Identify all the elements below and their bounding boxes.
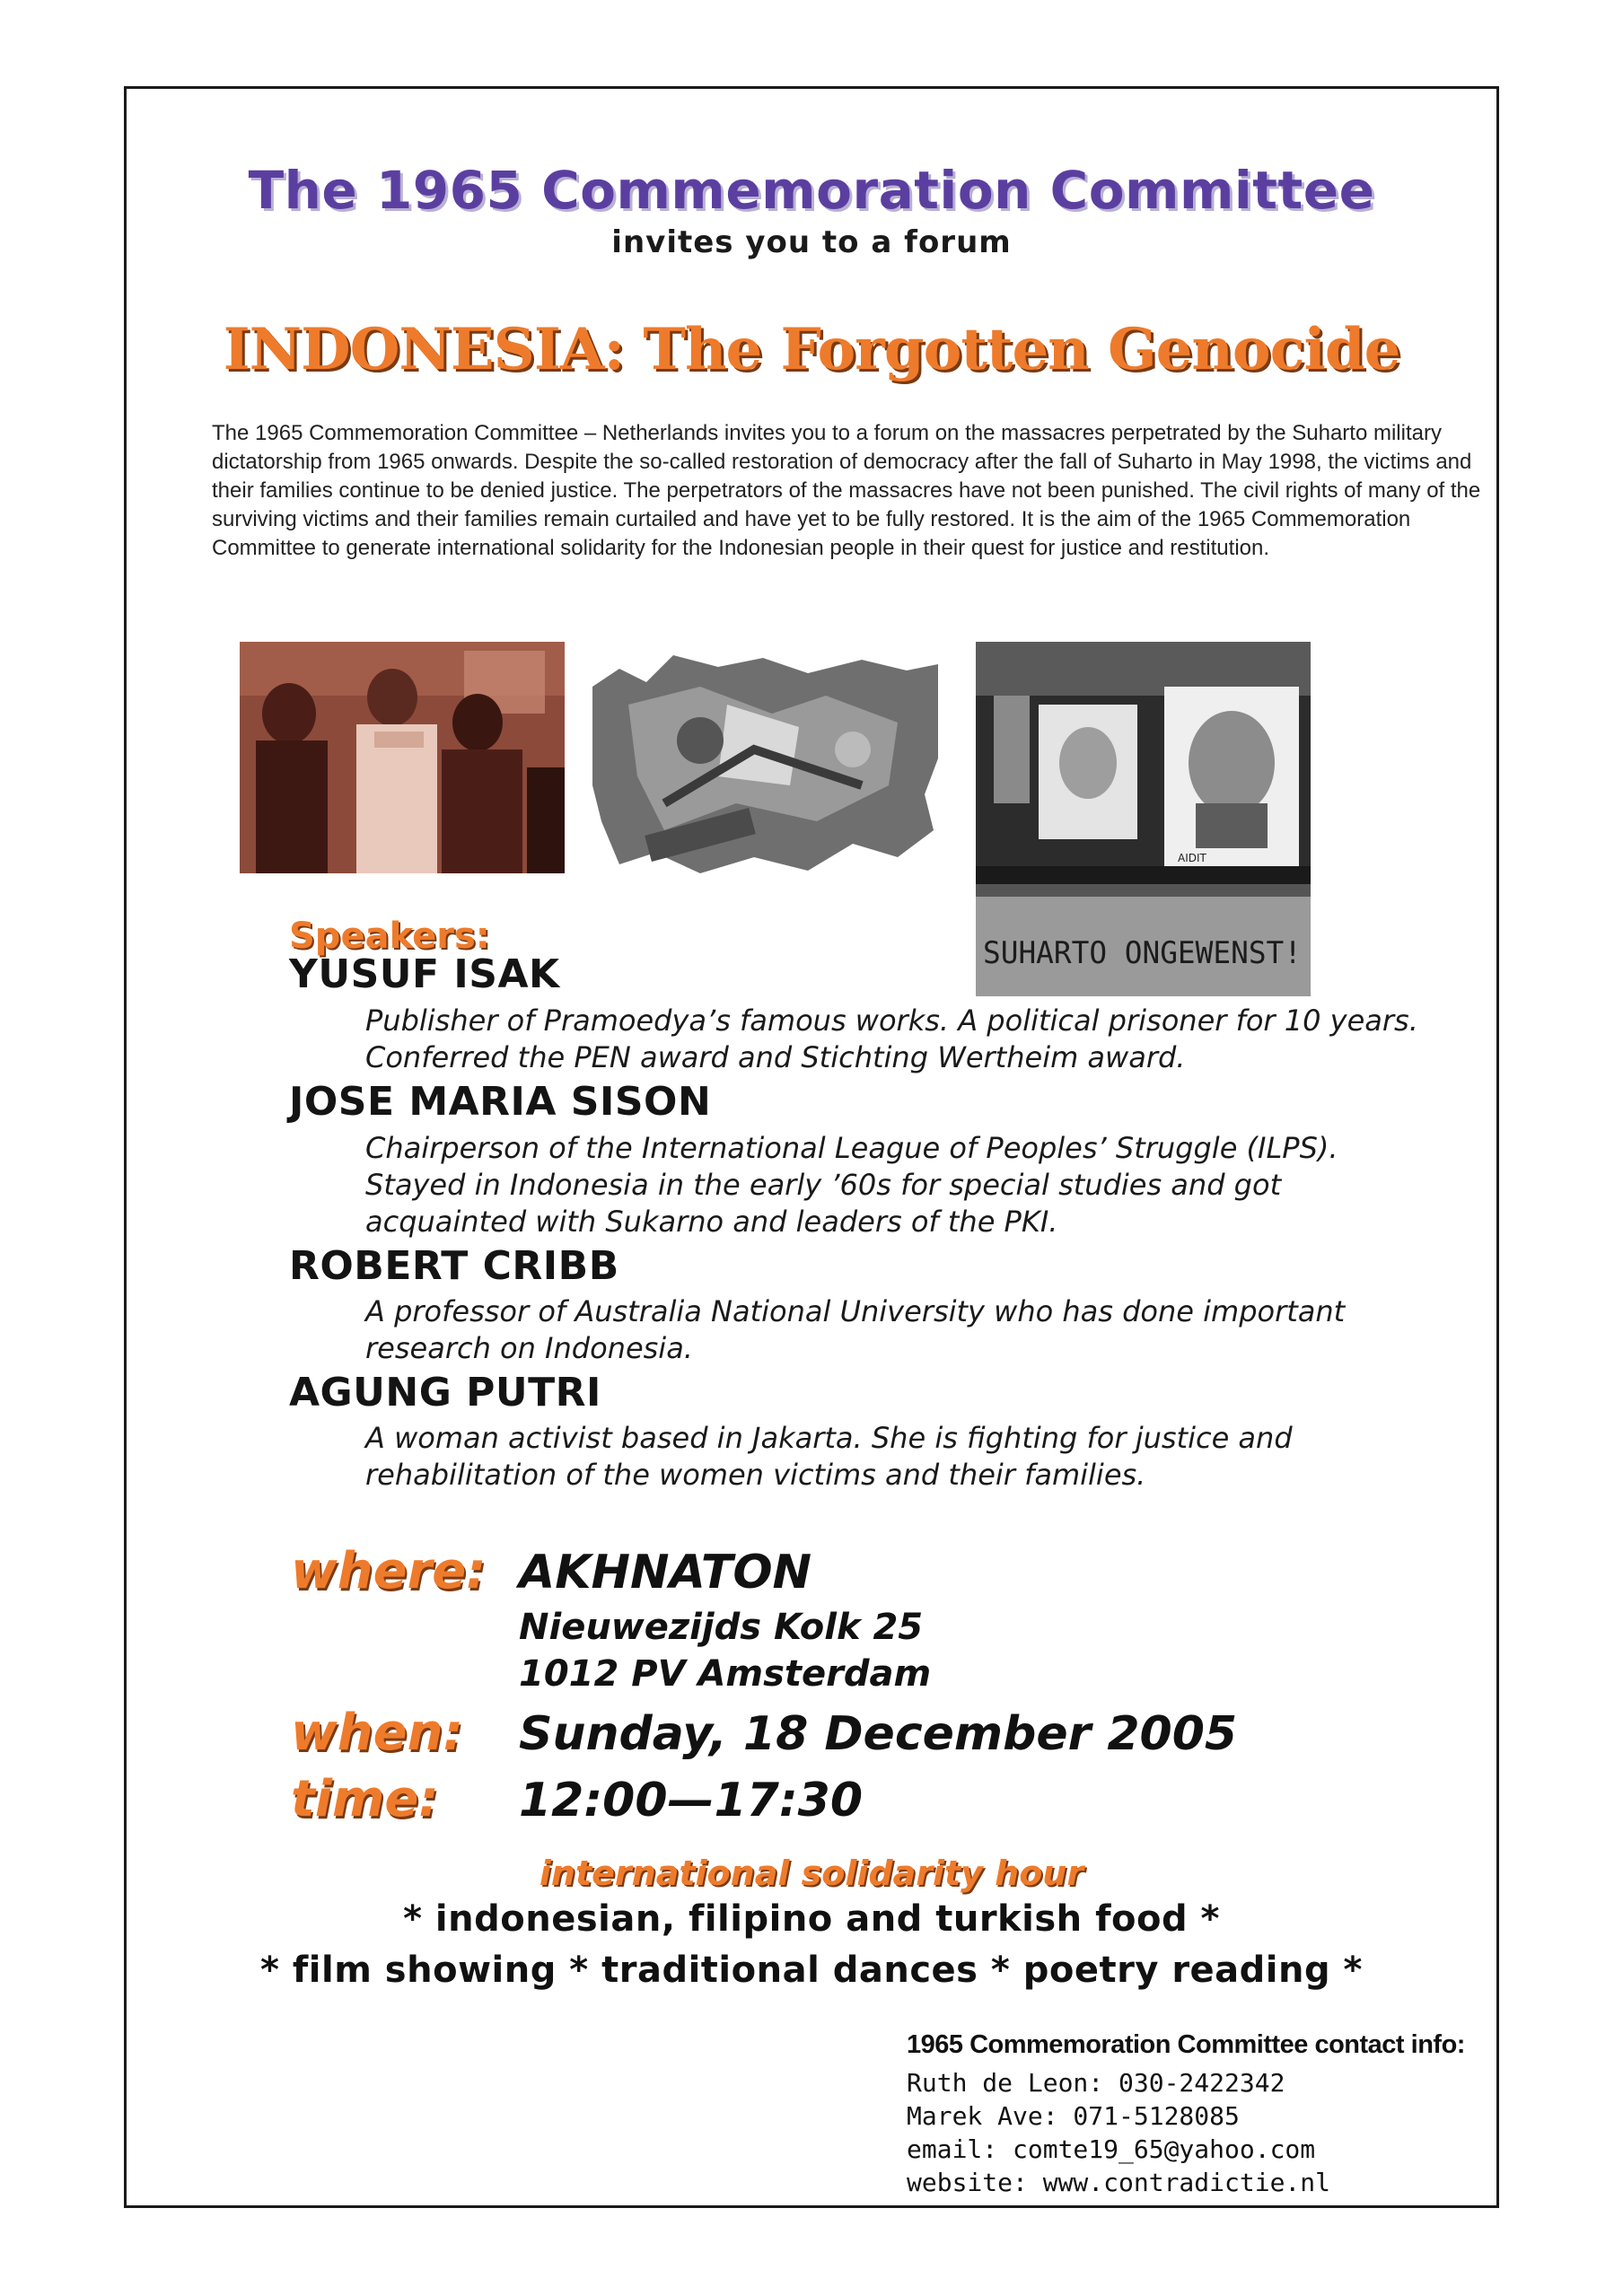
event-time: 12:00—17:30 — [519, 1774, 864, 1827]
photo-arrest-illustration — [240, 642, 565, 873]
photo-collage — [592, 651, 938, 875]
photo-demonstration — [976, 642, 1311, 996]
contact-line: Marek Ave: 071-5128085 — [907, 2101, 1240, 2131]
page-subtitle: invites you to a forum — [611, 224, 1012, 260]
speaker-description: A woman activist based in Jakarta. She is fighting for justice and — [365, 1421, 1293, 1455]
speaker-description: Stayed in Indonesia in the early ’60s for special studies and got — [365, 1168, 1282, 1202]
speaker-name: YUSUF ISAK — [289, 951, 560, 997]
forum-headline: INDONESIA: The Forgotten Genocide — [223, 316, 1400, 383]
speaker-description: Publisher of Pramoedya’s famous works. A political prisoner for 10 years. — [365, 1003, 1418, 1038]
speaker-description: Chairperson of the International League of Peoples’ Struggle (ILPS). — [365, 1131, 1338, 1165]
venue-address: Nieuwezijds Kolk 25 — [519, 1607, 924, 1648]
speaker-description: research on Indonesia. — [365, 1331, 693, 1365]
speaker-description: A professor of Australia National University who has done important — [365, 1294, 1346, 1328]
solidarity-activities: * film showing * traditional dances * poetry reading * — [260, 1950, 1363, 1991]
speaker-name: JOSE MARIA SISON — [289, 1079, 712, 1125]
banner-text: SUHARTO ONGEWENST! — [983, 935, 1302, 971]
speaker-name: AGUNG PUTRI — [289, 1370, 601, 1415]
contact-email: email: comte19_65@yahoo.com — [907, 2134, 1316, 2164]
contact-website: website: www.contradictie.nl — [907, 2168, 1331, 2197]
page-title: The 1965 Commemoration Committee — [248, 160, 1375, 221]
speaker-description: Conferred the PEN award and Stichting Wertheim award. — [365, 1040, 1186, 1074]
photo-demonstration-illustration — [976, 642, 1311, 996]
contact-line: Ruth de Leon: 030-2422342 — [907, 2068, 1285, 2098]
time-label: time: — [291, 1770, 439, 1828]
speakers-heading: Speakers: — [289, 916, 490, 957]
solidarity-food: * indonesian, filipino and turkish food * — [403, 1898, 1220, 1940]
photo-arrest — [240, 642, 565, 873]
poster-caption: AIDIT — [1178, 852, 1206, 864]
contact-heading: 1965 Commemoration Committee contact info: — [907, 2030, 1465, 2059]
solidarity-heading: international solidarity hour — [539, 1853, 1084, 1893]
speaker-description: acquainted with Sukarno and leaders of the PKI. — [365, 1205, 1058, 1239]
speaker-description: rehabilitation of the women victims and their families. — [365, 1458, 1146, 1492]
intro-paragraph: The 1965 Commemoration Committee – Netherlands invites you to a forum on the massacres perpetrated by the Suharto military dictatorship from 1965 onwards. Despite the so-called restoration of democracy after the fall of Suharto in May 1998, the victims and their families continue to be denied justice. The perpetrators of the massacres have not been punished. The civil rights of many of the surviving victims and their families remain curtailed and have yet to be fully restored. It is the aim of the 1965 Commemoration Committee to generate international solidarity for the Indonesian people in their quest for justice and restitution. — [212, 421, 1481, 560]
speaker-name: ROBERT CRIBB — [289, 1243, 619, 1289]
venue-name: AKHNATON — [519, 1546, 812, 1599]
when-label: when: — [291, 1704, 463, 1762]
venue-city: 1012 PV Amsterdam — [519, 1653, 932, 1695]
photo-collage-illustration — [592, 651, 938, 875]
event-date: Sunday, 18 December 2005 — [519, 1707, 1238, 1761]
where-label: where: — [291, 1542, 487, 1600]
